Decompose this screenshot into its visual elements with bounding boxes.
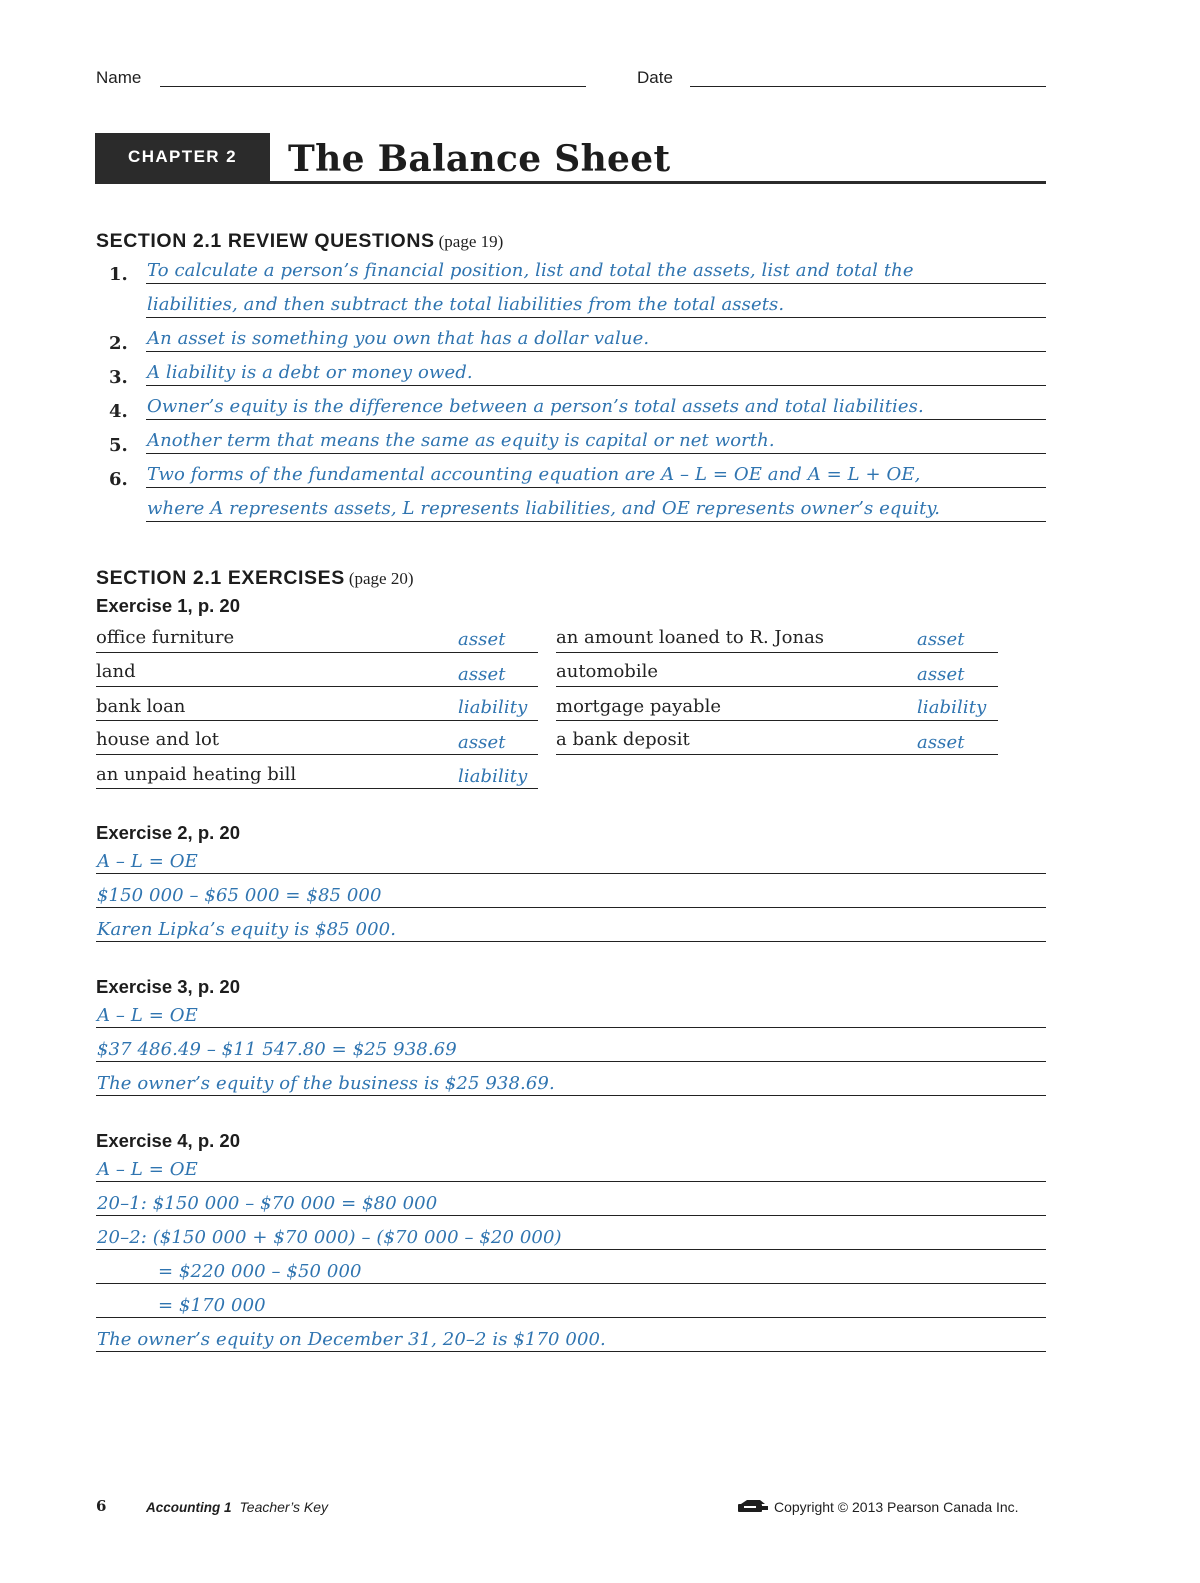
answer-line: The owner’s equity of the business is $25 938.69. [97, 1073, 555, 1094]
exercise-term: an amount loaned to R. Jonas [556, 627, 825, 648]
chapter-label-band [95, 133, 270, 183]
exercise-term: an unpaid heating bill [96, 764, 297, 785]
answer-rule [556, 754, 998, 755]
answer-line: 20–2: ($150 000 + $70 000) – ($70 000 – $20 000) [97, 1227, 562, 1248]
answer-line: = $220 000 – $50 000 [158, 1261, 362, 1282]
pearson-logo-icon [738, 1500, 768, 1514]
answer-line: $37 486.49 – $11 547.80 = $25 938.69 [97, 1039, 457, 1060]
answer-line: Karen Lipka’s equity is $85 000. [97, 919, 397, 940]
exercise-answer: asset [917, 732, 965, 753]
question-number: 3. [109, 367, 128, 388]
answer-line: $150 000 – $65 000 = $85 000 [97, 885, 382, 906]
answer-line: To calculate a person’s financial position, list and total the assets, list and total the [147, 260, 914, 281]
exercise-answer: liability [917, 697, 987, 718]
chapter-label: CHAPTER 2 [128, 147, 237, 166]
answer-rule [96, 873, 1046, 874]
exercise-3-title: Exercise 3, p. 20 [96, 976, 240, 997]
answer-line: Another term that means the same as equity is capital or net worth. [147, 430, 775, 451]
exercises-section-heading [96, 567, 414, 590]
answer-rule [146, 283, 1046, 284]
answer-line: A – L = OE [97, 1005, 198, 1026]
exercise-term: mortgage payable [556, 696, 721, 717]
footer-copyright: Copyright © 2013 Pearson Canada Inc. [774, 1499, 1019, 1515]
answer-rule [556, 652, 998, 653]
answer-line: A – L = OE [97, 851, 198, 872]
footer-book-info [146, 1499, 328, 1517]
exercise-answer: liability [458, 766, 528, 787]
date-field-line[interactable] [690, 86, 1046, 87]
answer-rule [96, 754, 538, 755]
answer-rule [96, 1317, 1046, 1318]
exercise-term: bank loan [96, 696, 186, 717]
page-number: 6 [96, 1497, 107, 1515]
exercises-section-page: (page 20) [348, 569, 414, 588]
answer-rule [96, 720, 538, 721]
date-label: Date [637, 68, 673, 87]
answer-line: An asset is something you own that has a dollar value. [147, 328, 650, 349]
name-label: Name [96, 68, 142, 87]
answer-rule [96, 788, 538, 789]
exercise-answer: asset [458, 629, 506, 650]
answer-line: liabilities, and then subtract the total liabilities from the total assets. [147, 294, 785, 315]
answer-rule [146, 453, 1046, 454]
exercise-answer: liability [458, 697, 528, 718]
answer-line: 20–1: $150 000 – $70 000 = $80 000 [97, 1193, 438, 1214]
answer-line: where A represents assets, L represents liabilities, and OE represents owner’s equity. [147, 498, 941, 519]
exercises-section-title: SECTION 2.1 EXERCISES [96, 567, 345, 589]
question-number: 4. [109, 401, 128, 422]
answer-rule [96, 686, 538, 687]
name-field-line[interactable] [160, 86, 586, 87]
exercise-answer: asset [917, 664, 965, 685]
answer-rule [96, 1061, 1046, 1062]
review-section-heading [96, 230, 503, 253]
answer-rule [146, 487, 1046, 488]
exercise-answer: asset [458, 732, 506, 753]
answer-rule [96, 1181, 1046, 1182]
answer-rule [96, 652, 538, 653]
question-number: 5. [109, 435, 128, 456]
answer-rule [96, 1283, 1046, 1284]
exercise-term: office furniture [96, 627, 235, 648]
answer-rule [146, 317, 1046, 318]
answer-rule [96, 1215, 1046, 1216]
answer-rule [96, 1249, 1046, 1250]
exercise-2-title: Exercise 2, p. 20 [96, 822, 240, 843]
answer-rule [556, 720, 998, 721]
footer-book-title: Accounting 1 [146, 1500, 232, 1515]
exercise-1-title: Exercise 1, p. 20 [96, 595, 240, 616]
exercise-term: land [96, 661, 136, 682]
question-number: 1. [109, 264, 128, 285]
answer-rule [146, 419, 1046, 420]
answer-rule [96, 941, 1046, 942]
chapter-rule [95, 181, 1046, 184]
answer-line: = $170 000 [158, 1295, 266, 1316]
answer-rule [146, 521, 1046, 522]
answer-rule [556, 686, 998, 687]
review-section-title: SECTION 2.1 REVIEW QUESTIONS [96, 230, 435, 252]
answer-rule [96, 1351, 1046, 1352]
exercise-term: a bank deposit [556, 729, 690, 750]
answer-line: A liability is a debt or money owed. [147, 362, 473, 383]
chapter-title: The Balance Sheet [288, 138, 671, 180]
answer-rule [146, 351, 1046, 352]
answer-rule [96, 1027, 1046, 1028]
answer-line: Owner’s equity is the difference between a person’s total assets and total liabilities. [147, 396, 924, 417]
answer-rule [96, 907, 1046, 908]
answer-line: A – L = OE [97, 1159, 198, 1180]
answer-line: Two forms of the fundamental accounting equation are A – L = OE and A = L + OE, [147, 464, 921, 485]
footer-key-label: Teacher’s Key [239, 1499, 328, 1515]
exercise-answer: asset [917, 629, 965, 650]
answer-rule [96, 1095, 1046, 1096]
exercise-4-title: Exercise 4, p. 20 [96, 1130, 240, 1151]
question-number: 2. [109, 333, 128, 354]
exercise-term: house and lot [96, 729, 220, 750]
answer-line: The owner’s equity on December 31, 20–2 is $170 000. [97, 1329, 606, 1350]
exercise-answer: asset [458, 664, 506, 685]
question-number: 6. [109, 469, 128, 490]
review-section-page: (page 19) [438, 232, 504, 251]
answer-rule [146, 385, 1046, 386]
exercise-term: automobile [556, 661, 658, 682]
